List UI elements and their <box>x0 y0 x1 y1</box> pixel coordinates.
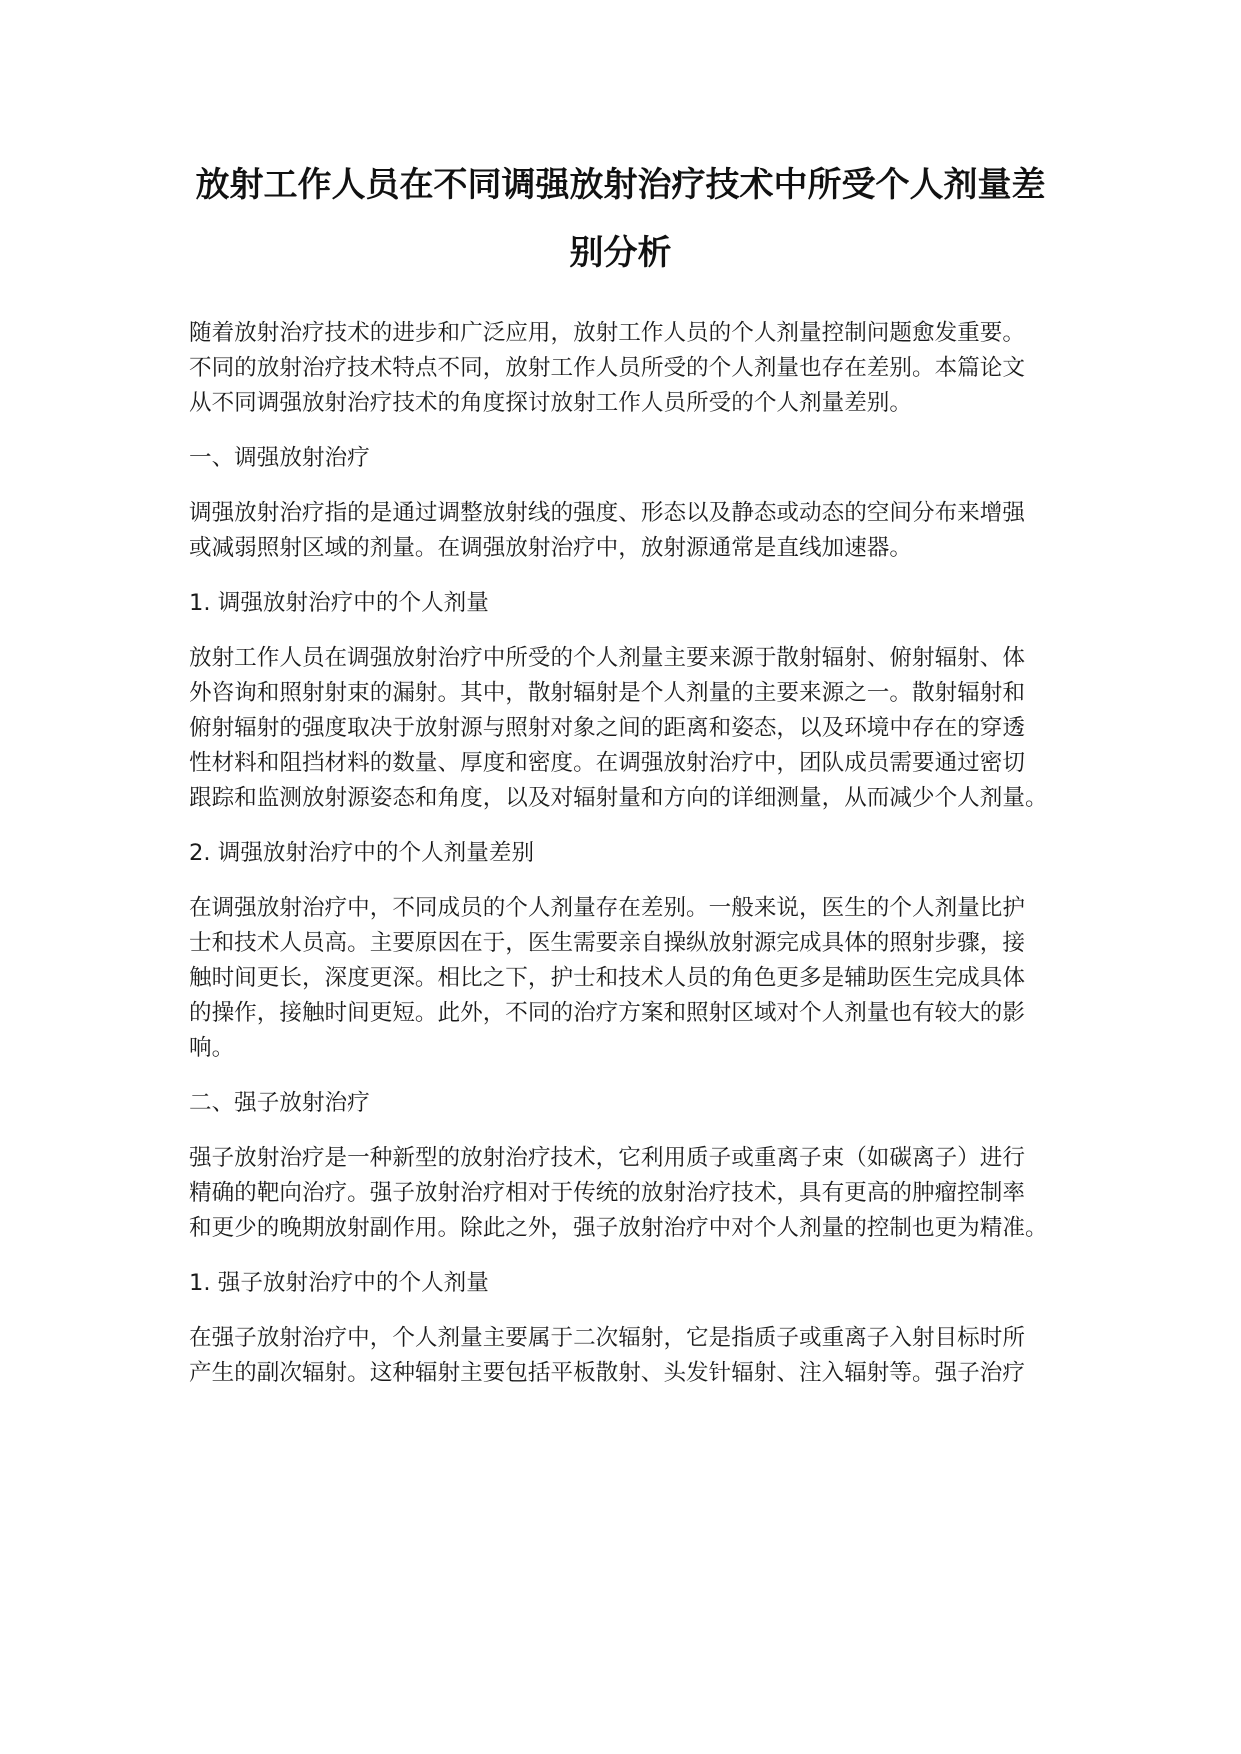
intro-paragraph-line: 从不同调强放射治疗技术的角度探讨放射工作人员所受的个人剂量差别。 <box>189 390 912 416</box>
paragraph-line: 士和技术人员高。主要原因在于，医生需要亲自操纵放射源完成具体的照射步骤，接 <box>189 930 1025 956</box>
paragraph-line: 俯射辐射的强度取决于放射源与照射对象之间的距离和姿态，以及环境中存在的穿透 <box>189 715 1025 741</box>
paragraph-line: 的操作，接触时间更短。此外，不同的治疗方案和照射区域对个人剂量也有较大的影 <box>189 1000 1025 1026</box>
paragraph-line: 或减弱照射区域的剂量。在调强放射治疗中，放射源通常是直线加速器。 <box>189 535 912 561</box>
intro-paragraph-line: 不同的放射治疗技术特点不同，放射工作人员所受的个人剂量也存在差别。本篇论文 <box>189 355 1025 381</box>
document-title-line-1: 放射工作人员在不同调强放射治疗技术中所受个人剂量差 <box>195 165 1046 205</box>
subsection-heading: 2. 调强放射治疗中的个人剂量差别 <box>189 840 535 866</box>
paragraph-line: 强子放射治疗是一种新型的放射治疗技术，它利用质子或重离子束（如碳离子）进行 <box>189 1145 1025 1171</box>
document-title-line-2: 别分析 <box>569 233 672 273</box>
section-heading: 二、强子放射治疗 <box>189 1090 370 1116</box>
paragraph-line: 触时间更长，深度更深。相比之下，护士和技术人员的角色更多是辅助医生完成具体 <box>189 965 1025 991</box>
paragraph-line: 在强子放射治疗中，个人剂量主要属于二次辐射，它是指质子或重离子入射目标时所 <box>189 1325 1025 1351</box>
paragraph-line: 产生的副次辐射。这种辐射主要包括平板散射、头发针辐射、注入辐射等。强子治疗 <box>189 1360 1025 1386</box>
subsection-heading: 1. 强子放射治疗中的个人剂量 <box>189 1270 489 1296</box>
paragraph-line: 精确的靶向治疗。强子放射治疗相对于传统的放射治疗技术，具有更高的肿瘤控制率 <box>189 1180 1025 1206</box>
paragraph-line: 和更少的晚期放射副作用。除此之外，强子放射治疗中对个人剂量的控制也更为精准。 <box>189 1215 1048 1241</box>
paragraph-line: 跟踪和监测放射源姿态和角度，以及对辐射量和方向的详细测量，从而减少个人剂量。 <box>189 785 1048 811</box>
paragraph-line: 放射工作人员在调强放射治疗中所受的个人剂量主要来源于散射辐射、俯射辐射、体 <box>189 645 1025 671</box>
section-heading: 一、调强放射治疗 <box>189 445 370 471</box>
intro-paragraph-line: 随着放射治疗技术的进步和广泛应用，放射工作人员的个人剂量控制问题愈发重要。 <box>189 320 1025 346</box>
subsection-heading: 1. 调强放射治疗中的个人剂量 <box>189 590 489 616</box>
paragraph-line: 性材料和阻挡材料的数量、厚度和密度。在调强放射治疗中，团队成员需要通过密切 <box>189 750 1025 776</box>
paragraph-line: 调强放射治疗指的是通过调整放射线的强度、形态以及静态或动态的空间分布来增强 <box>189 500 1025 526</box>
paragraph-line: 在调强放射治疗中，不同成员的个人剂量存在差别。一般来说，医生的个人剂量比护 <box>189 895 1025 921</box>
paragraph-line: 响。 <box>189 1035 235 1061</box>
paragraph-line: 外咨询和照射射束的漏射。其中，散射辐射是个人剂量的主要来源之一。散射辐射和 <box>189 680 1025 706</box>
